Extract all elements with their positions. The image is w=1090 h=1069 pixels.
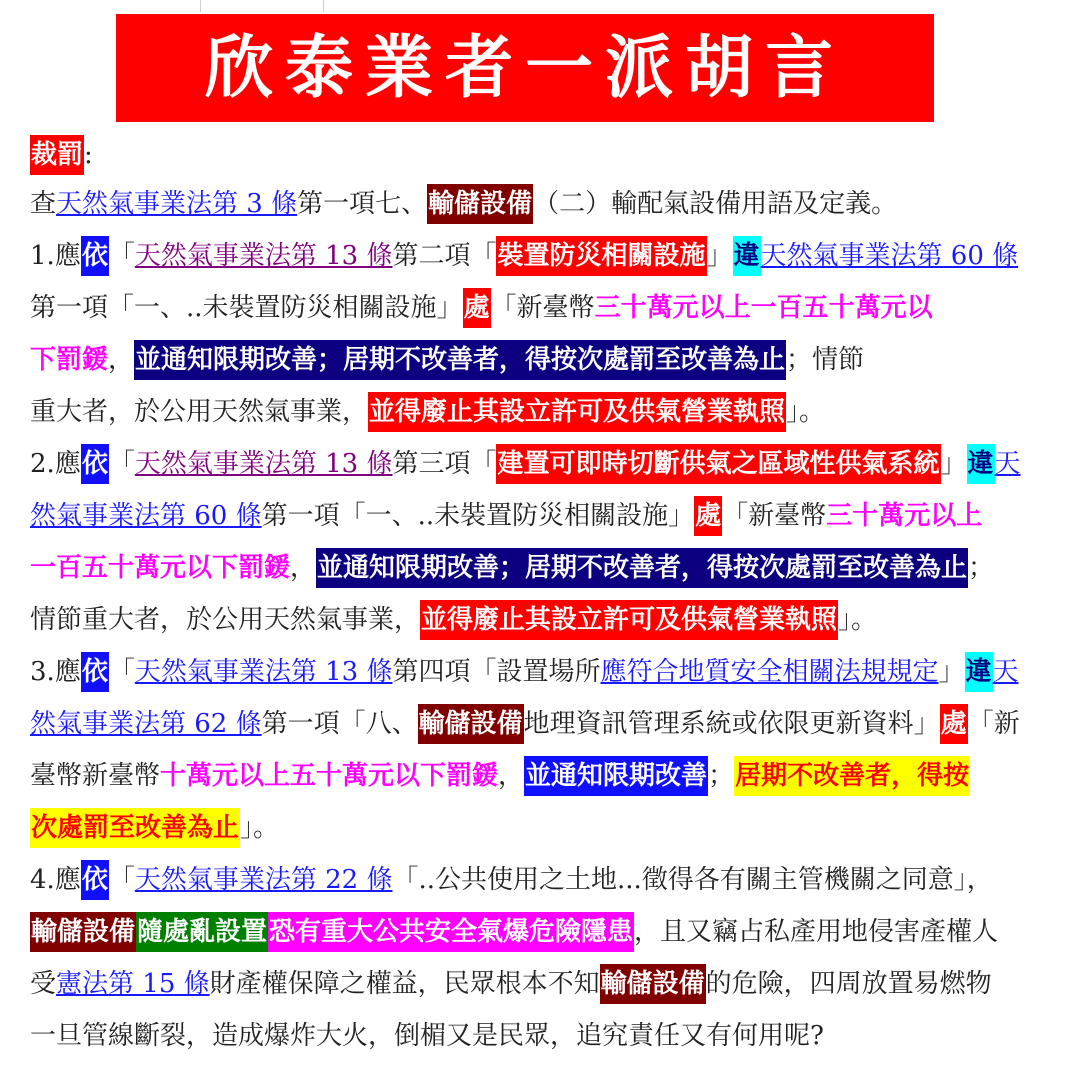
text-segment: 「 bbox=[108, 449, 135, 479]
law-link[interactable]: 應符合地質安全相關法規規定 bbox=[600, 657, 939, 687]
text-segment: 」 bbox=[940, 449, 967, 479]
fine-amount: 十萬元以上五十萬元以下罰鍰 bbox=[160, 761, 499, 791]
document-body bbox=[30, 132, 1050, 1062]
highlighted-phrase: 處 bbox=[463, 288, 491, 328]
text-segment: 」 bbox=[706, 241, 733, 271]
highlighted-phrase: 輸儲設備 bbox=[418, 704, 524, 744]
text-line bbox=[30, 750, 1050, 802]
text-line bbox=[30, 386, 1050, 438]
highlighted-phrase: 隨處亂設置 bbox=[136, 912, 268, 952]
highlighted-phrase: 並通知限期改善；居期不改善者，得按次處罰至改善為止 bbox=[316, 548, 968, 588]
highlighted-phrase: 依 bbox=[81, 652, 109, 692]
highlighted-phrase: 違 bbox=[967, 444, 995, 484]
fine-amount: 一百五十萬元以下罰鍰 bbox=[30, 553, 291, 583]
text-line bbox=[30, 490, 1050, 542]
highlighted-phrase: 依 bbox=[81, 444, 109, 484]
highlighted-phrase: 處 bbox=[940, 704, 968, 744]
text-segment: 「 bbox=[108, 241, 135, 271]
text-segment: 「新臺幣 bbox=[722, 501, 827, 531]
highlighted-phrase: 依 bbox=[81, 860, 109, 900]
headline-banner: 欣泰業者一派胡言 bbox=[116, 14, 934, 122]
text-segment: 查 bbox=[30, 189, 57, 219]
text-segment: 第四項「設置場所 bbox=[392, 657, 601, 687]
text-segment: 第三項「 bbox=[392, 449, 497, 479]
law-link[interactable]: 天然氣事業法第 3 條 bbox=[56, 189, 298, 219]
text-segment: ；情節 bbox=[786, 345, 865, 375]
highlighted-phrase: 處 bbox=[694, 496, 722, 536]
text-segment: 第二項「 bbox=[392, 241, 497, 271]
text-line bbox=[30, 646, 1050, 698]
fine-amount: 下罰鍰 bbox=[30, 345, 109, 375]
text-line bbox=[30, 958, 1050, 1010]
highlighted-phrase: 裁罰 bbox=[30, 135, 84, 175]
law-link[interactable]: 天然氣事業法第 13 條 bbox=[134, 241, 393, 271]
text-segment: 一旦管線斷裂，造成爆炸大火，倒楣又是民眾，追究責任又有何用呢? bbox=[30, 1021, 824, 1051]
law-link[interactable]: 天然氣事業法第 60 條 bbox=[760, 241, 1019, 271]
highlighted-phrase: 輸儲設備 bbox=[600, 964, 706, 1004]
text-segment: 第一項「八、 bbox=[261, 709, 418, 739]
highlighted-phrase: 並得廢止其設立許可及供氣營業執照 bbox=[368, 392, 786, 432]
highlighted-phrase: 輸儲設備 bbox=[427, 184, 533, 224]
text-line bbox=[30, 802, 1050, 854]
text-line bbox=[30, 230, 1050, 282]
text-segment: 「新 bbox=[967, 709, 1020, 739]
text-segment: ， bbox=[290, 553, 317, 583]
highlighted-phrase: 依 bbox=[81, 236, 109, 276]
law-link[interactable]: 天然氣事業法第 13 條 bbox=[134, 657, 393, 687]
text-line bbox=[30, 178, 1050, 230]
text-line bbox=[30, 1010, 1050, 1062]
fine-amount: 三十萬元以上 bbox=[826, 501, 983, 531]
text-segment: （二）輸配氣設備用語及定義。 bbox=[533, 189, 898, 219]
text-segment: 」 bbox=[938, 657, 965, 687]
highlighted-phrase: 違 bbox=[733, 236, 761, 276]
text-segment: 第一項「一、..未裝置防災相關設施」 bbox=[261, 501, 695, 531]
fine-amount: 三十萬元以上一百五十萬元以 bbox=[594, 293, 933, 323]
highlighted-phrase: 並得廢止其設立許可及供氣營業執照 bbox=[420, 600, 838, 640]
highlighted-phrase: 次處罰至改善為止 bbox=[30, 808, 240, 848]
top-edge-lines bbox=[200, 0, 324, 12]
text-segment: 地理資訊管理系統或依限更新資料」 bbox=[523, 709, 940, 739]
highlighted-phrase: 裝置防災相關設施 bbox=[496, 236, 706, 276]
text-segment: ，且又竊占私產用地侵害產權人 bbox=[634, 917, 999, 947]
text-segment: ， bbox=[108, 345, 135, 375]
text-segment: 」。 bbox=[240, 813, 280, 843]
text-segment: ， bbox=[498, 761, 525, 791]
text-segment: 第一項「一、..未裝置防災相關設施」 bbox=[30, 293, 463, 323]
highlighted-phrase: 居期不改善者，得按 bbox=[734, 756, 970, 796]
text-line bbox=[30, 334, 1050, 386]
text-segment: : bbox=[84, 140, 93, 170]
text-segment: ； bbox=[968, 553, 995, 583]
text-line bbox=[30, 594, 1050, 646]
law-link[interactable]: 憲法第 15 條 bbox=[56, 969, 210, 999]
text-line bbox=[30, 282, 1050, 334]
text-segment: 財產權保障之權益，民眾根本不知 bbox=[209, 969, 600, 999]
law-link[interactable]: 天 bbox=[992, 657, 1019, 687]
text-segment: 1.應 bbox=[30, 241, 81, 271]
highlighted-phrase: 恐有重大公共安全氣爆危險隱患 bbox=[268, 912, 634, 952]
text-segment: 受 bbox=[30, 969, 57, 999]
text-segment: 「..公共使用之土地...徵得各有關主管機關之同意」， bbox=[392, 865, 993, 895]
law-link[interactable]: 天然氣事業法第 13 條 bbox=[134, 449, 393, 479]
law-link[interactable]: 天然氣事業法第 22 條 bbox=[134, 865, 393, 895]
text-line bbox=[30, 854, 1050, 906]
law-link[interactable]: 然氣事業法第 62 條 bbox=[30, 709, 262, 739]
text-line bbox=[30, 698, 1050, 750]
text-segment: 」。 bbox=[838, 605, 878, 635]
text-line bbox=[30, 438, 1050, 490]
text-segment: 重大者，於公用天然氣事業， bbox=[30, 397, 369, 427]
text-line bbox=[30, 542, 1050, 594]
text-segment: 「 bbox=[108, 865, 135, 895]
text-segment: 第一項七、 bbox=[297, 189, 428, 219]
text-segment: 」。 bbox=[786, 397, 826, 427]
text-segment: 「新臺幣 bbox=[490, 293, 595, 323]
text-segment: 的危險，四周放置易燃物 bbox=[705, 969, 992, 999]
text-segment: 臺幣新臺幣 bbox=[30, 761, 161, 791]
text-line bbox=[30, 906, 1050, 958]
highlighted-phrase: 輸儲設備 bbox=[30, 912, 136, 952]
text-segment: 4.應 bbox=[30, 865, 81, 895]
text-segment: 「 bbox=[108, 657, 135, 687]
text-segment: 3.應 bbox=[30, 657, 81, 687]
text-line bbox=[30, 132, 1050, 178]
text-segment: 情節重大者，於公用天然氣事業， bbox=[30, 605, 421, 635]
law-link[interactable]: 天 bbox=[994, 449, 1021, 479]
highlighted-phrase: 並通知限期改善 bbox=[524, 756, 708, 796]
highlighted-phrase: 建置可即時切斷供氣之區域性供氣系統 bbox=[496, 444, 940, 484]
text-segment: 2.應 bbox=[30, 449, 81, 479]
highlighted-phrase: 違 bbox=[965, 652, 993, 692]
law-link[interactable]: 然氣事業法第 60 條 bbox=[30, 501, 262, 531]
text-segment: ； bbox=[708, 761, 735, 791]
highlighted-phrase: 並通知限期改善；居期不改善者，得按次處罰至改善為止 bbox=[134, 340, 786, 380]
